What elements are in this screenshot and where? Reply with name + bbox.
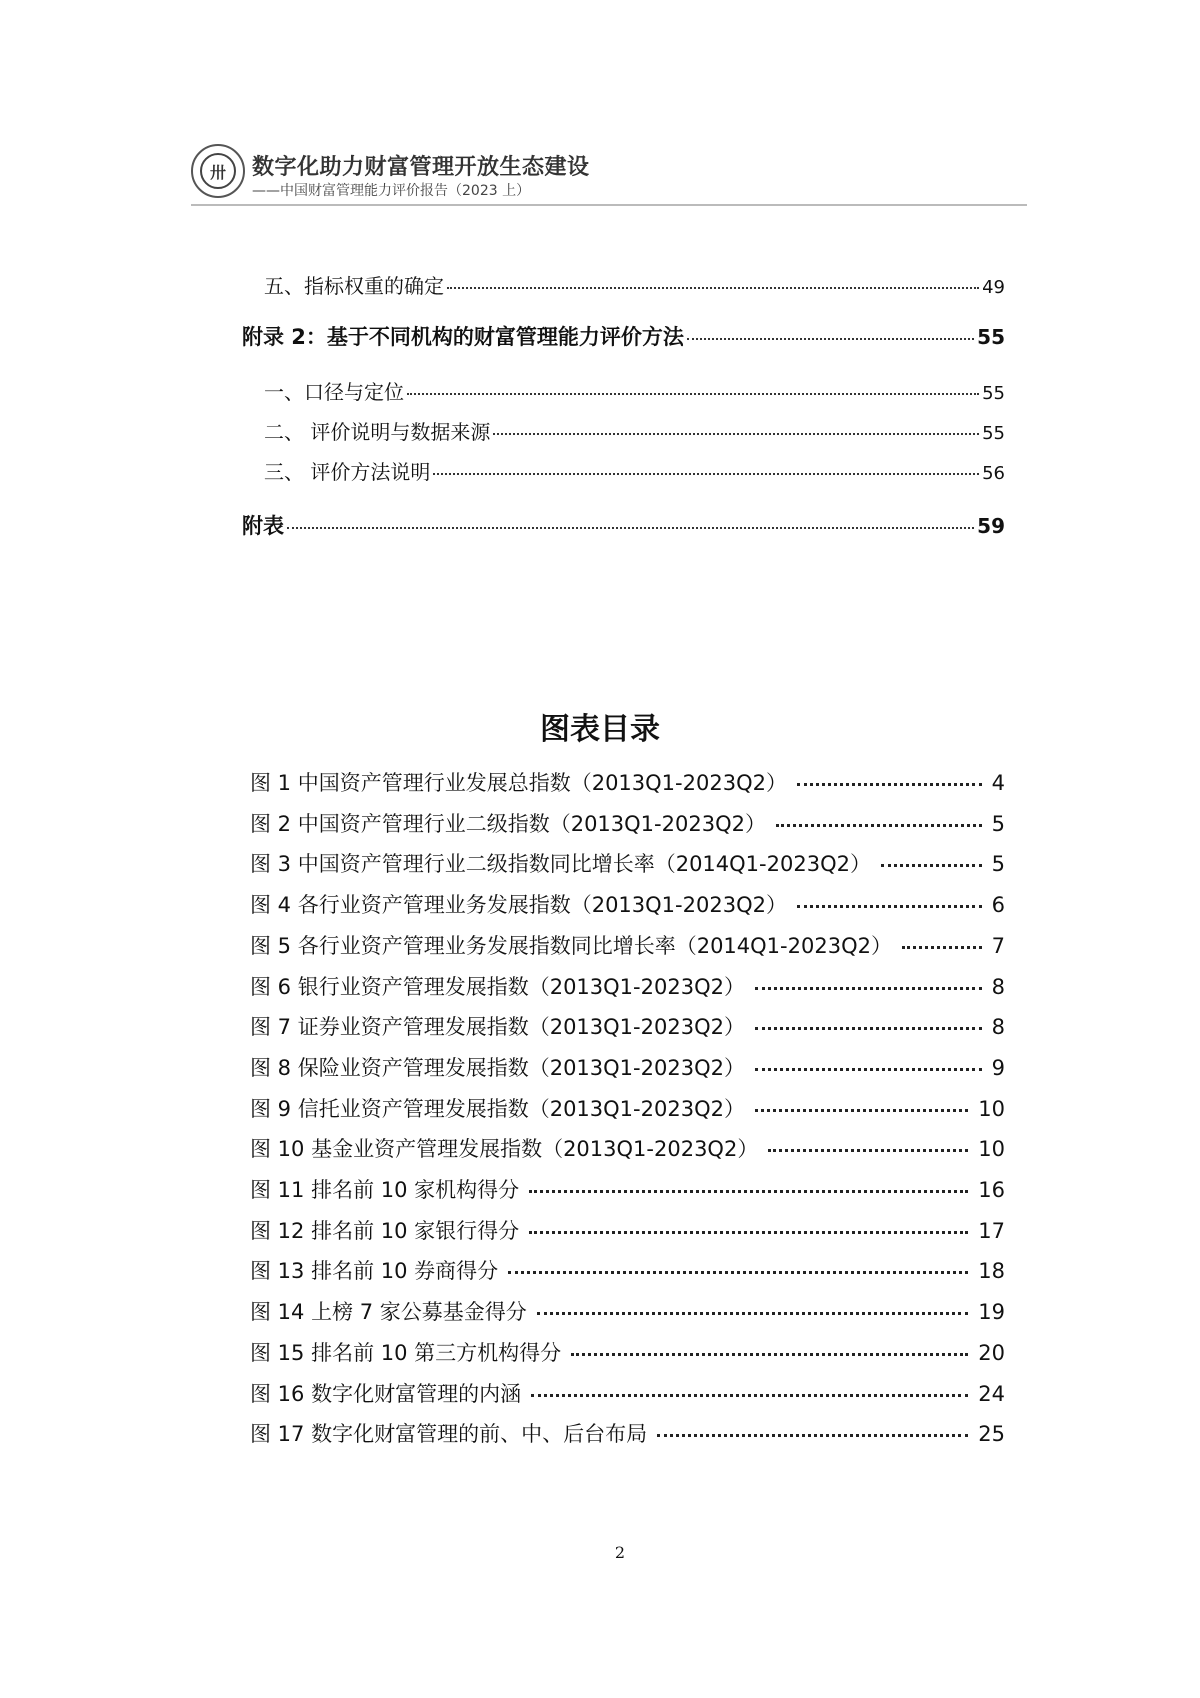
- dot-leader: [755, 1068, 982, 1071]
- toc-entry[interactable]: [250, 971, 1005, 1001]
- entry-page: 18: [978, 1259, 1005, 1284]
- entry-label: 图 4 各行业资产管理业务发展指数（2013Q1-2023Q2）: [250, 893, 787, 918]
- entry-label: 图 7 证券业资产管理发展指数（2013Q1-2023Q2）: [250, 1015, 745, 1040]
- entry-page: 10: [978, 1137, 1005, 1162]
- entry-label: 图 3 中国资产管理行业二级指数同比增长率（2014Q1-2023Q2）: [250, 852, 871, 877]
- toc-entry[interactable]: [250, 1093, 1005, 1123]
- entry-page: 55: [982, 423, 1005, 444]
- entry-label: 附录 2：基于不同机构的财富管理能力评价方法: [242, 325, 684, 349]
- dot-leader: [755, 987, 982, 990]
- entry-page: 6: [991, 893, 1005, 918]
- dot-leader: [493, 433, 979, 435]
- toc-entry[interactable]: [250, 930, 1005, 960]
- entry-page: 56: [982, 463, 1005, 484]
- toc-entry[interactable]: [250, 1011, 1005, 1041]
- entry-label: 一、口径与定位: [264, 380, 404, 404]
- dot-leader: [902, 946, 982, 949]
- toc-entry[interactable]: [250, 1133, 1005, 1163]
- entry-page: 17: [978, 1218, 1005, 1243]
- toc-entry[interactable]: [250, 1337, 1005, 1367]
- entry-page: 9: [991, 1055, 1005, 1080]
- toc-entry[interactable]: [250, 1418, 1005, 1448]
- entry-page: 7: [991, 933, 1005, 958]
- dot-leader: [447, 287, 979, 289]
- toc-entry[interactable]: [250, 848, 1005, 878]
- dot-leader: [755, 1027, 982, 1030]
- entry-label: 图 10 基金业资产管理发展指数（2013Q1-2023Q2）: [250, 1137, 759, 1162]
- entry-page: 19: [978, 1300, 1005, 1325]
- dot-leader: [537, 1312, 968, 1315]
- entry-page: 25: [978, 1422, 1005, 1447]
- toc-entry[interactable]: [250, 808, 1005, 838]
- dot-leader: [531, 1394, 968, 1397]
- page-number: 2: [614, 1543, 626, 1562]
- dot-leader: [407, 393, 979, 395]
- toc-entry[interactable]: [250, 1296, 1005, 1326]
- entry-page: 24: [978, 1381, 1005, 1406]
- dot-leader: [755, 1109, 968, 1112]
- entry-page: 4: [991, 771, 1005, 795]
- entry-page: 55: [982, 383, 1005, 404]
- toc-entry[interactable]: [264, 416, 1005, 445]
- entry-label: 图 9 信托业资产管理发展指数（2013Q1-2023Q2）: [250, 1096, 745, 1121]
- dot-leader: [571, 1353, 968, 1356]
- toc-entry[interactable]: [242, 510, 1005, 540]
- toc-entry[interactable]: [250, 1174, 1005, 1204]
- entry-label: 图 2 中国资产管理行业二级指数（2013Q1-2023Q2）: [250, 811, 766, 836]
- entry-page: 59: [977, 514, 1005, 538]
- dot-leader: [768, 1149, 968, 1152]
- header-divider: [191, 204, 1027, 206]
- dot-leader: [508, 1271, 968, 1274]
- entry-page: 16: [978, 1178, 1005, 1202]
- dot-leader: [433, 473, 979, 475]
- dot-leader: [529, 1190, 968, 1193]
- toc-entry[interactable]: [250, 1378, 1005, 1408]
- entry-label: 图 11 排名前 10 家机构得分: [250, 1178, 520, 1202]
- entry-label: 图 1 中国资产管理行业发展总指数（2013Q1-2023Q2）: [250, 771, 787, 795]
- entry-label: 图 5 各行业资产管理业务发展指数同比增长率（2014Q1-2023Q2）: [250, 933, 892, 958]
- dot-leader: [797, 783, 982, 786]
- entry-page: 5: [991, 811, 1005, 836]
- toc-entry[interactable]: [250, 889, 1005, 919]
- header-subtitle: ——中国财富管理能力评价报告（2023 上）: [252, 183, 531, 199]
- entry-label: 图 17 数字化财富管理的前、中、后台布局: [250, 1422, 648, 1447]
- toc-entry[interactable]: [250, 1215, 1005, 1245]
- toc-entry[interactable]: [250, 1052, 1005, 1082]
- entry-label: 附表: [242, 514, 284, 538]
- dot-leader: [776, 824, 982, 827]
- toc-entry[interactable]: [250, 1255, 1005, 1285]
- dot-leader: [881, 864, 982, 867]
- entry-label: 三、 评价方法说明: [264, 460, 431, 484]
- entry-label: 五、指标权重的确定: [264, 274, 444, 298]
- entry-page: 10: [978, 1096, 1005, 1121]
- entry-label: 图 6 银行业资产管理发展指数（2013Q1-2023Q2）: [250, 974, 745, 999]
- toc-entry[interactable]: [264, 270, 1005, 299]
- entry-page: 20: [978, 1340, 1005, 1365]
- entry-label: 图 8 保险业资产管理发展指数（2013Q1-2023Q2）: [250, 1055, 745, 1080]
- entry-page: 8: [991, 974, 1005, 999]
- dot-leader: [657, 1434, 968, 1437]
- entry-label: 图 13 排名前 10 券商得分: [250, 1259, 499, 1284]
- dot-leader: [529, 1231, 968, 1234]
- dot-leader: [287, 527, 974, 529]
- entry-page: 5: [991, 852, 1005, 877]
- toc-entry[interactable]: [250, 767, 1005, 797]
- entry-label: 图 12 排名前 10 家银行得分: [250, 1218, 520, 1243]
- institution-logo: 卅: [191, 144, 245, 198]
- toc-entry[interactable]: [264, 456, 1005, 485]
- toc-entry[interactable]: [264, 376, 1005, 405]
- entry-page: 55: [977, 325, 1005, 349]
- entry-label: 图 14 上榜 7 家公募基金得分: [250, 1300, 527, 1325]
- entry-label: 图 15 排名前 10 第三方机构得分: [250, 1340, 562, 1365]
- dot-leader: [687, 338, 974, 340]
- entry-page: 49: [982, 277, 1005, 298]
- figures-list-title: 图表目录: [540, 712, 660, 747]
- entry-label: 图 16 数字化财富管理的内涵: [250, 1381, 522, 1406]
- header-title: 数字化助力财富管理开放生态建设: [252, 154, 590, 180]
- entry-label: 二、 评价说明与数据来源: [264, 420, 491, 444]
- toc-entry[interactable]: [242, 321, 1005, 351]
- entry-page: 8: [991, 1015, 1005, 1040]
- dot-leader: [797, 905, 982, 908]
